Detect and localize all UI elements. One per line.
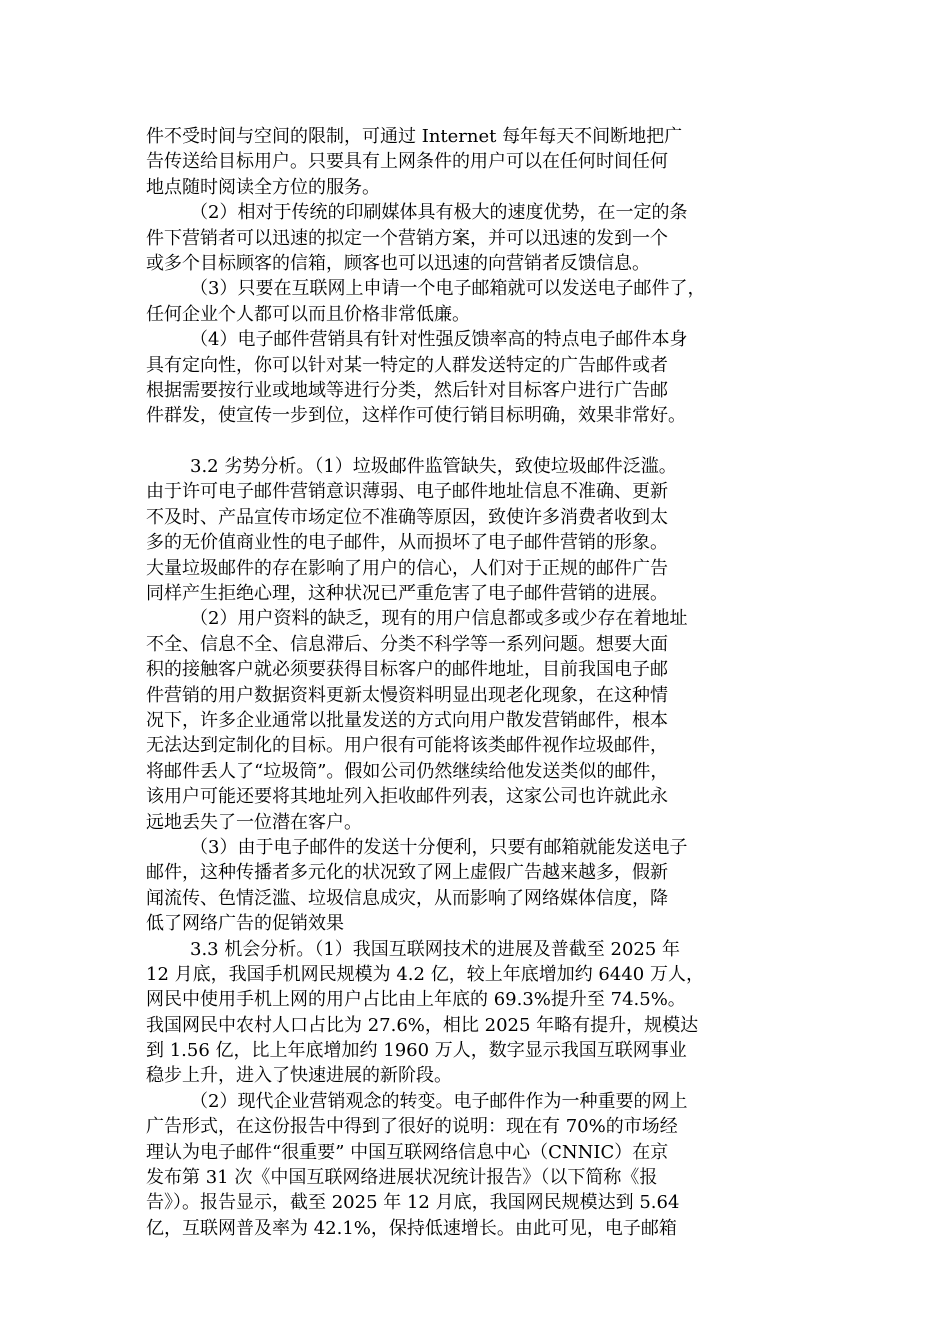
paragraph (146, 327, 810, 429)
text-line: 网民中使用手机上网的用户占比由上年底的 69.3%提升至 74.5%。 (146, 989, 686, 1011)
text-line: 件不受时间与空间的限制，可通过 Internet 每年每天不间断地把广 (146, 126, 683, 147)
text-line: 同样产生拒绝心理，这种状况已严重危害了电子邮件营销的进展。 (146, 583, 668, 605)
text-line: （2）用户资料的缺乏，现有的用户信息都或多或少存在着地址 (190, 608, 688, 630)
text-line: （4）电子邮件营销具有针对性强反馈率高的特点电子邮件本身 (190, 329, 688, 351)
paragraph (146, 454, 810, 606)
text-line: 闻流传、色情泛滥、垃圾信息成灾，从而影响了网络媒体信度，降 (146, 887, 668, 909)
text-line: 邮件，这种传播者多元化的状况致了网上虚假广告越来越多，假新 (146, 862, 668, 884)
text-line: 多的无价值商业性的电子邮件，从而损坏了电子邮件营销的形象。 (146, 532, 668, 554)
paragraph (146, 124, 810, 200)
text-line: 根据需要按行业或地域等进行分类，然后针对目标客户进行广告邮 (146, 379, 668, 401)
text-line: （3）由于电子邮件的发送十分便利，只要有邮箱就能发送电子 (190, 836, 688, 858)
paragraph (146, 1089, 810, 1241)
text-line: 到 1.56 亿，比上年底增加约 1960 万人，数字显示我国互联网事业 (146, 1040, 687, 1062)
text-line: 积的接触客户就必须要获得目标客户的邮件地址，目前我国电子邮 (146, 659, 668, 681)
text-line: 12 月底，我国手机网民规模为 4.2 亿，较上年底增加约 6440 万人， (146, 963, 704, 985)
text-line: 3.3 机会分析。（1）我国互联网技术的进展及普截至 2025 年 (190, 938, 681, 960)
text-line: 由于许可电子邮件营销意识薄弱、电子邮件地址信息不准确、更新 (146, 481, 668, 503)
paragraph (146, 276, 810, 327)
text-line: 稳步上升，进入了快速进展的新阶段。 (146, 1065, 452, 1087)
paragraph-gap (146, 429, 810, 454)
text-line: 不及时、产品宣传市场定位不准确等原因，致使许多消费者收到太 (146, 506, 668, 528)
text-line: 况下，许多企业通常以批量发送的方式向用户散发营销邮件，根本 (146, 709, 668, 731)
text-line: 我国网民中农村人口占比为 27.6%，相比 2025 年略有提升，规模达 (146, 1014, 699, 1036)
text-line: 任何企业个人都可以而且价格非常低廉。 (146, 303, 470, 325)
text-line: 件下营销者可以迅速的拟定一个营销方案，并可以迅速的发到一个 (146, 227, 668, 249)
paragraph (146, 200, 810, 276)
text-line: 不全、信息不全、信息滞后、分类不科学等一系列问题。想要大面 (146, 633, 668, 655)
text-line: 件营销的用户数据资料更新太慢资料明显出现老化现象，在这种情 (146, 684, 668, 706)
paragraph (146, 606, 810, 835)
text-line: 该用户可能还要将其地址列入拒收邮件列表，这家公司也许就此永 (146, 786, 668, 808)
text-line: （2）相对于传统的印刷媒体具有极大的速度优势，在一定的条 (190, 202, 688, 224)
document-body (146, 124, 810, 1241)
text-line: 低了网络广告的促销效果 (146, 913, 344, 935)
text-line: 或多个目标顾客的信箱，顾客也可以迅速的向营销者反馈信息。 (146, 252, 650, 274)
paragraph (146, 835, 810, 937)
text-line: 大量垃圾邮件的存在影响了用户的信心，人们对于正规的邮件广告 (146, 557, 668, 579)
text-line: （2）现代企业营销观念的转变。电子邮件作为一种重要的网上 (190, 1090, 688, 1112)
text-line: 广告形式，在这份报告中得到了很好的说明：现在有 70%的市场经 (146, 1116, 678, 1138)
text-line: 具有定向性，你可以针对某一特定的人群发送特定的广告邮件或者 (146, 354, 668, 376)
paragraph (146, 937, 810, 1089)
text-line: （3）只要在互联网上申请一个电子邮箱就可以发送电子邮件了， (190, 278, 706, 300)
text-line: 无法达到定制化的目标。用户很有可能将该类邮件视作垃圾邮件， (146, 735, 668, 757)
text-line: 告传送给目标用户。只要具有上网条件的用户可以在任何时间任何 (146, 151, 668, 173)
text-line: 将邮件丢人了“垃圾筒”。假如公司仍然继续给他发送类似的邮件， (146, 760, 669, 782)
text-line: 远地丢失了一位潜在客户。 (146, 811, 362, 833)
text-line: 亿，互联网普及率为 42.1%，保持低速增长。由此可见，电子邮箱 (146, 1217, 677, 1239)
text-line: 理认为电子邮件“很重要” 中国互联网络信息中心（CNNIC）在京 (146, 1141, 669, 1163)
text-line: 地点随时阅读全方位的服务。 (146, 176, 380, 198)
text-line: 3.2 劣势分析。（1）垃圾邮件监管缺失，致使垃圾邮件泛滥。 (190, 456, 677, 478)
text-line: 发布第 31 次《中国互联网络进展状况统计报告》（以下简称《报 (146, 1167, 658, 1189)
text-line: 告》）。报告显示，截至 2025 年 12 月底，我国网民规模达到 5.64 (146, 1192, 680, 1214)
text-line: 件群发，使宣传一步到位，这样作可使行销目标明确，效果非常好。 (146, 405, 686, 427)
